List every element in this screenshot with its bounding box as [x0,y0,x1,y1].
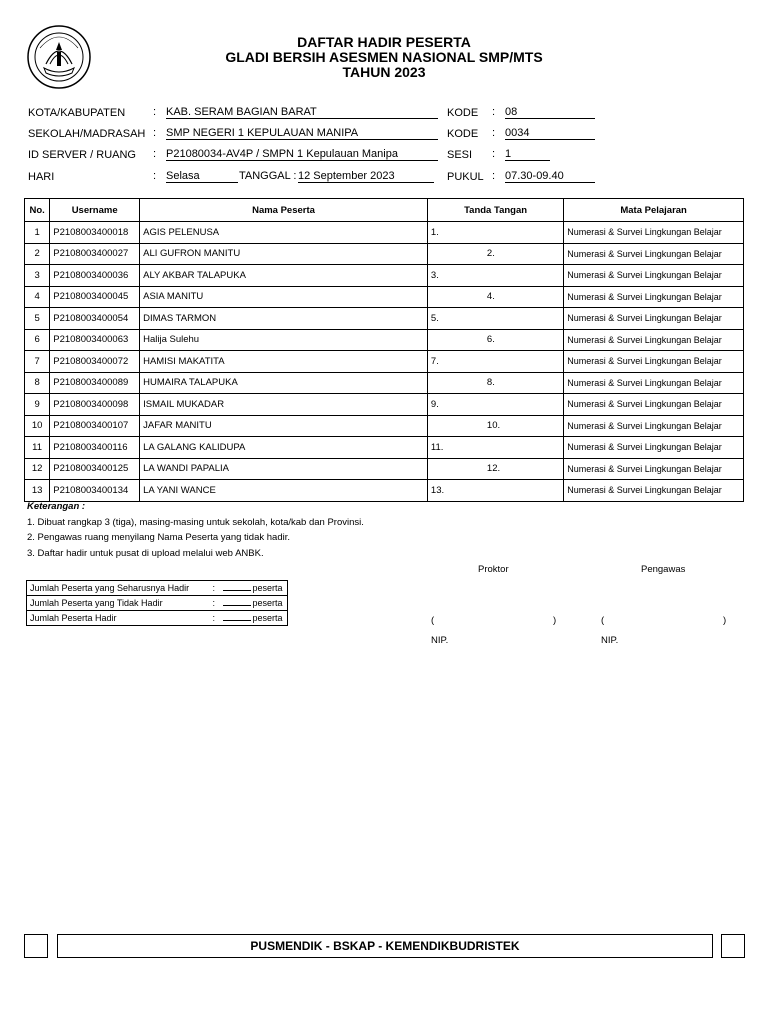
title-line-2: GLADI BERSIH ASESMEN NASIONAL SMP/MTS [225,49,543,65]
summary-row [27,581,288,596]
summary-blank [223,605,251,606]
proktor-close-paren: ) [553,615,557,626]
pukul-value: 07.30-09.40 [505,170,595,183]
row-no: 4 [25,286,50,308]
row-username: P2108003400036 [50,265,140,287]
signature-number: 13. [430,484,445,496]
summary-label: Jumlah Peserta yang Seharusnya Hadir [30,583,190,593]
signature-number: 5. [430,312,439,324]
hari-value: Selasa [166,170,238,183]
row-ttd [427,329,563,351]
sesi-value: 1 [505,148,550,161]
summary-row [27,611,288,626]
row-nama: ISMAIL MUKADAR [140,394,428,416]
kode1-label: KODE [447,107,479,119]
row-nama: ASIA MANITU [140,286,428,308]
hari-label: HARI [28,171,55,183]
colon: : [492,127,496,139]
keterangan-item: 3. Daftar hadir untuk pusat di upload melalui web ANBK. [27,548,264,559]
footer-right-box [721,934,745,958]
row-ttd [427,286,563,308]
row-nama: HUMAIRA TALAPUKA [140,372,428,394]
colon: : [492,170,496,182]
row-ttd [427,308,563,330]
footer-banner [57,934,713,958]
table-row [25,394,744,416]
row-mapel: Numerasi & Survei Lingkungan Belajar [564,243,744,265]
server-value: P21080034-AV4P / SMPN 1 Kepulauan Manipa [166,148,438,161]
row-username: P2108003400063 [50,329,140,351]
row-nama: HAMISI MAKATITA [140,351,428,373]
row-nama: ALY AKBAR TALAPUKA [140,265,428,287]
row-no: 13 [25,480,50,502]
row-nama: DIMAS TARMON [140,308,428,330]
summary-table [26,580,288,626]
attendance-table [24,198,744,502]
header-username: Username [50,199,140,222]
table-row [25,480,744,502]
kode2-label: KODE [447,128,479,140]
keterangan-item: 2. Pengawas ruang menyilang Nama Peserta yang tidak hadir. [27,532,290,543]
row-no: 12 [25,458,50,480]
row-ttd [427,415,563,437]
keterangan-title: Keterangan : [27,501,86,512]
signature-number: 10. [486,420,501,432]
row-no: 7 [25,351,50,373]
summary-colon: : [212,583,216,593]
row-ttd [427,458,563,480]
pengawas-close-paren: ) [723,615,727,626]
table-row [25,437,744,459]
signature-number: 3. [430,269,439,281]
header-nama: Nama Peserta [140,199,428,222]
summary-unit: peserta [252,598,283,608]
kode1-value: 08 [505,106,595,119]
row-username: P2108003400107 [50,415,140,437]
row-ttd [427,437,563,459]
summary-label: Jumlah Peserta yang Tidak Hadir [30,598,163,608]
colon: : [492,148,496,160]
row-username: P2108003400125 [50,458,140,480]
summary-label: Jumlah Peserta Hadir [30,613,117,623]
keterangan-item: 1. Dibuat rangkap 3 (tiga), masing-masing untuk sekolah, kota/kab dan Provinsi. [27,517,364,528]
signature-number: 1. [430,226,439,238]
row-mapel: Numerasi & Survei Lingkungan Belajar [564,415,744,437]
summary-blank [223,590,251,591]
row-mapel: Numerasi & Survei Lingkungan Belajar [564,458,744,480]
proktor-open-paren: ( [431,615,435,626]
summary-row [27,596,288,611]
table-row [25,415,744,437]
row-no: 1 [25,222,50,244]
row-no: 8 [25,372,50,394]
row-mapel: Numerasi & Survei Lingkungan Belajar [564,351,744,373]
row-mapel: Numerasi & Survei Lingkungan Belajar [564,437,744,459]
row-nama: JAFAR MANITU [140,415,428,437]
colon: : [153,127,157,139]
row-no: 5 [25,308,50,330]
table-row [25,222,744,244]
row-username: P2108003400072 [50,351,140,373]
tanggal-value: 12 September 2023 [298,170,434,183]
colon: : [492,106,496,118]
row-no: 11 [25,437,50,459]
signature-number: 7. [430,355,439,367]
sekolah-value: SMP NEGERI 1 KEPULAUAN MANIPA [166,127,438,140]
row-mapel: Numerasi & Survei Lingkungan Belajar [564,222,744,244]
row-ttd [427,351,563,373]
signature-number: 11. [430,441,444,453]
proktor-nip: NIP. [431,635,449,646]
row-nama: AGIS PELENUSA [140,222,428,244]
signature-number: 4. [486,291,495,303]
table-row [25,265,744,287]
table-row [25,372,744,394]
row-ttd [427,480,563,502]
table-row [25,458,744,480]
row-mapel: Numerasi & Survei Lingkungan Belajar [564,394,744,416]
row-mapel: Numerasi & Survei Lingkungan Belajar [564,372,744,394]
row-nama: LA WANDI PAPALIA [140,458,428,480]
summary-colon: : [212,598,216,608]
row-no: 9 [25,394,50,416]
kota-value: KAB. SERAM BAGIAN BARAT [166,106,438,119]
table-row [25,286,744,308]
row-nama: LA GALANG KALIDUPA [140,437,428,459]
pukul-label: PUKUL [447,171,484,183]
row-nama: LA YANI WANCE [140,480,428,502]
row-username: P2108003400089 [50,372,140,394]
row-username: P2108003400098 [50,394,140,416]
row-username: P2108003400027 [50,243,140,265]
kota-label: KOTA/KABUPATEN [28,107,126,119]
row-username: P2108003400054 [50,308,140,330]
header-mapel: Mata Pelajaran [564,199,744,222]
summary-colon: : [212,613,216,623]
row-no: 3 [25,265,50,287]
row-username: P2108003400134 [50,480,140,502]
header-no: No. [25,199,50,222]
row-ttd [427,243,563,265]
pengawas-nip: NIP. [601,635,619,646]
table-header-row [25,199,744,222]
row-username: P2108003400018 [50,222,140,244]
server-label: ID SERVER / RUANG [28,149,136,161]
row-ttd [427,222,563,244]
row-mapel: Numerasi & Survei Lingkungan Belajar [564,265,744,287]
pengawas-open-paren: ( [601,615,605,626]
tanggal-label: TANGGAL : [239,170,297,182]
sesi-label: SESI [447,149,473,161]
title-line-3: TAHUN 2023 [342,64,426,80]
row-ttd [427,372,563,394]
row-nama: Halija Sulehu [140,329,428,351]
row-username: P2108003400116 [50,437,140,459]
table-row [25,351,744,373]
proktor-label: Proktor [478,564,509,575]
sekolah-label: SEKOLAH/MADRASAH [28,128,146,140]
signature-number: 2. [486,248,495,260]
summary-blank [223,620,251,621]
row-mapel: Numerasi & Survei Lingkungan Belajar [564,286,744,308]
kode2-value: 0034 [505,127,595,140]
colon: : [153,148,157,160]
summary-unit: peserta [252,613,283,623]
row-no: 6 [25,329,50,351]
footer-text: PUSMENDIK - BSKAP - KEMENDIKBUDRISTEK [250,939,520,953]
colon: : [153,106,157,118]
row-mapel: Numerasi & Survei Lingkungan Belajar [564,329,744,351]
pengawas-label: Pengawas [641,564,686,575]
table-row [25,243,744,265]
signature-number: 6. [486,334,495,346]
row-ttd [427,265,563,287]
row-mapel: Numerasi & Survei Lingkungan Belajar [564,308,744,330]
row-no: 2 [25,243,50,265]
signature-number: 12. [486,463,501,475]
row-username: P2108003400045 [50,286,140,308]
table-row [25,308,744,330]
colon: : [153,170,157,182]
footer-left-box [24,934,48,958]
signature-number: 9. [430,398,439,410]
signature-number: 8. [486,377,495,389]
header-ttd: Tanda Tangan [427,199,563,222]
summary-unit: peserta [252,583,283,593]
row-no: 10 [25,415,50,437]
title-line-1: DAFTAR HADIR PESERTA [297,34,471,50]
row-nama: ALI GUFRON MANITU [140,243,428,265]
row-mapel: Numerasi & Survei Lingkungan Belajar [564,480,744,502]
row-ttd [427,394,563,416]
table-row [25,329,744,351]
